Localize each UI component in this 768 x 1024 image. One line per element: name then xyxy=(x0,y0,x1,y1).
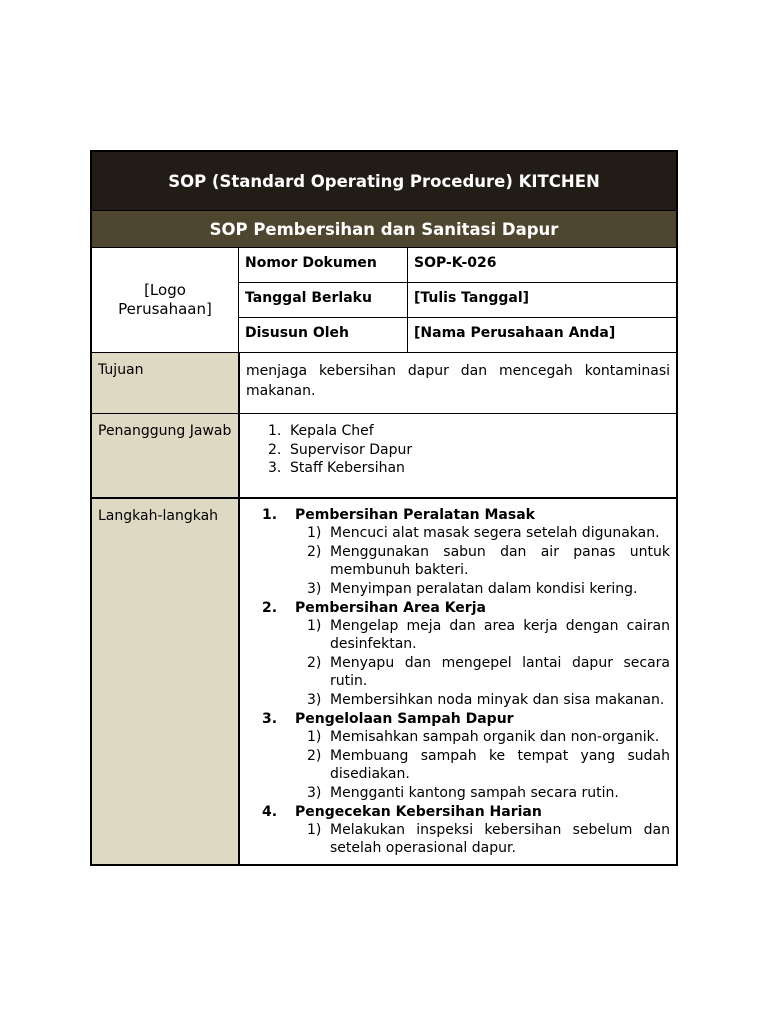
penanggung-jawab-content xyxy=(240,414,676,497)
document-title: SOP (Standard Operating Procedure) KITCHEN xyxy=(92,152,676,211)
step-heading: 3. Pengelolaan Sampah Dapur xyxy=(262,711,514,727)
step-item: 1) Mencuci alat masak segera setelah digunakan. xyxy=(307,525,660,541)
meta-row-disusun xyxy=(239,318,676,352)
meta-table xyxy=(239,248,676,352)
step-item: 3) Mengganti kantong sampah secara rutin. xyxy=(307,785,619,801)
langkah-row xyxy=(92,499,676,864)
step-item: 2) Menggunakan sabun dan air panas untuk membunuh bakteri. xyxy=(307,544,670,578)
meta-value: [Nama Perusahaan Anda] xyxy=(414,325,616,341)
meta-key: Nomor Dokumen xyxy=(239,248,408,282)
tujuan-label: Tujuan xyxy=(92,353,240,413)
meta-key: Tanggal Berlaku xyxy=(239,283,408,317)
step-item: 3) Menyimpan peralatan dalam kondisi kering. xyxy=(307,581,638,597)
langkah-content xyxy=(240,499,676,864)
meta-value: [Tulis Tanggal] xyxy=(414,290,530,306)
step-heading: 4. Pengecekan Kebersihan Harian xyxy=(262,804,542,820)
meta-row-tanggal xyxy=(239,283,676,318)
step-item: 1) Mengelap meja dan area kerja dengan cairan desinfektan. xyxy=(307,618,670,652)
step-item: 1) Memisahkan sampah organik dan non-organik. xyxy=(307,729,660,745)
penanggung-jawab-row xyxy=(92,414,676,499)
sop-document xyxy=(90,150,678,866)
step-item: 3) Membersihkan noda minyak dan sisa makanan. xyxy=(307,692,665,708)
step-item: 2) Membuang sampah ke tempat yang sudah disediakan. xyxy=(307,748,670,782)
list-item: 2. Supervisor Dapur xyxy=(268,441,413,458)
penanggung-jawab-label: Penanggung Jawab xyxy=(92,414,240,497)
meta-row-nomor xyxy=(239,248,676,283)
list-item: 3. Staff Kebersihan xyxy=(268,460,405,476)
meta-value: SOP-K-026 xyxy=(414,255,497,271)
langkah-label: Langkah-langkah xyxy=(92,499,240,864)
list-item: 1. Kepala Chef xyxy=(268,423,374,439)
meta-key: Disusun Oleh xyxy=(239,318,408,352)
tujuan-row xyxy=(92,353,676,414)
logo-placeholder: [Logo Perusahaan] xyxy=(92,248,239,352)
step-item: 1) Melakukan inspeksi kebersihan sebelum dan setelah operasional dapur. xyxy=(307,822,670,856)
tujuan-text: menjaga kebersihan dapur dan mencegah kontaminasi makanan. xyxy=(246,363,670,399)
step-heading: 2. Pembersihan Area Kerja xyxy=(262,600,486,616)
meta-section xyxy=(92,248,676,353)
penanggung-jawab-list xyxy=(246,422,670,478)
step-heading: 1. Pembersihan Peralatan Masak xyxy=(262,507,535,523)
document-subtitle: SOP Pembersihan dan Sanitasi Dapur xyxy=(92,211,676,248)
step-item: 2) Menyapu dan mengepel lantai dapur secara rutin. xyxy=(307,655,670,689)
